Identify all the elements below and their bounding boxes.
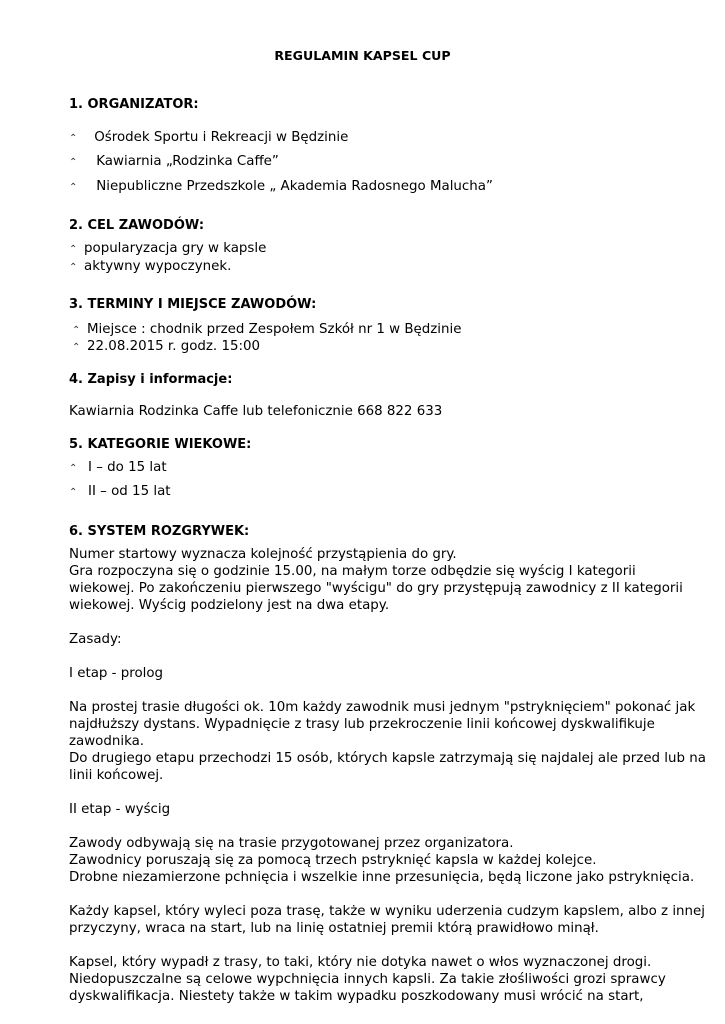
up-arrow-bullet-icon: ⌃ (69, 262, 78, 273)
paragraph-line: Każdy kapsel, który wyleci poza trasę, także w wyniku uderzenia cudzym kapslem, albo z innej (69, 904, 705, 919)
paragraph-line: II etap - wyścig (69, 802, 171, 817)
up-arrow-bullet-icon: ⌃ (69, 487, 78, 498)
list-item: ⌃ II – od 15 lat (69, 484, 171, 499)
paragraph-line: Do drugiego etapu przechodzi 15 osób, których kapsle zatrzymają się najdalej ale przed lub na (69, 751, 706, 766)
paragraph-line: linii końcowej. (69, 768, 164, 783)
list-item: ⌃ Ośrodek Sportu i Rekreacji w Będzinie (69, 130, 349, 145)
paragraph-line: Zawody odbywają się na trasie przygotowanej przez organizatora. (69, 836, 514, 851)
up-arrow-bullet-icon: ⌃ (69, 182, 78, 193)
paragraph-line: Drobne niezamierzone pchnięcia i wszelkie inne przesunięcia, będą liczone jako pstryknięcia. (69, 870, 695, 885)
paragraph-line (69, 648, 669, 665)
up-arrow-bullet-icon: ⌃ (69, 463, 78, 474)
paragraph-line (69, 682, 669, 699)
section-heading-organizer: 1. ORGANIZATOR: (69, 97, 199, 112)
paragraph-line: Zawodnicy poruszają się za pomocą trzech pstryknięć kapsla w każdej kolejce. (69, 853, 597, 868)
paragraph-line (69, 818, 669, 835)
paragraph-line: Niedopuszczalne są celowe wypchnięcia innych kapsli. Za takie złośliwości grozi sprawcy (69, 972, 666, 987)
list-item: ⌃ aktywny wypoczynek. (69, 259, 232, 274)
up-arrow-bullet-icon: ⌃ (72, 342, 81, 353)
up-arrow-bullet-icon: ⌃ (69, 244, 78, 255)
section-heading-categories: 5. KATEGORIE WIEKOWE: (69, 437, 252, 452)
paragraph-line: Na prostej trasie długości ok. 10m każdy zawodnik musi jednym "pstryknięciem" pokonać jak (69, 700, 696, 715)
list-item: ⌃ Niepubliczne Przedszkole „ Akademia Radosnego Malucha” (69, 179, 493, 194)
up-arrow-bullet-icon: ⌃ (69, 133, 78, 144)
paragraph-line: Gra rozpoczyna się o godzinie 15.00, na małym torze odbędzie się wyścig I kategorii (69, 564, 636, 579)
document-title: REGULAMIN KAPSEL CUP (274, 48, 451, 63)
section-heading-goal: 2. CEL ZAWODÓW: (69, 218, 205, 233)
paragraph-line: I etap - prolog (69, 666, 164, 681)
paragraph-line: najdłuższy dystans. Wypadnięcie z trasy lub przekroczenie linii końcowej dyskwalifikuje (69, 717, 655, 732)
list-item: ⌃ popularyzacja gry w kapsle (69, 241, 267, 256)
section-heading-system: 6. SYSTEM ROZGRYWEK: (69, 524, 250, 539)
list-item: ⌃ Miejsce : chodnik przed Zespołem Szkół nr 1 w Będzinie (72, 322, 462, 337)
paragraph-line: przyczyny, wraca na start, lub na linię ostatniej premii którą prawidłowo minął. (69, 921, 599, 936)
section-heading-signup: 4. Zapisy i informacje: (69, 372, 233, 387)
paragraph-line (69, 886, 669, 903)
list-item: ⌃ Kawiarnia „Rodzinka Caffe” (69, 154, 279, 169)
system-rules-body (69, 546, 706, 1005)
signup-text: Kawiarnia Rodzinka Caffe lub telefonicznie 668 822 633 (69, 404, 443, 419)
up-arrow-bullet-icon: ⌃ (72, 325, 81, 336)
paragraph-line: wiekowej. Po zakończeniu pierwszego "wyścigu" do gry przystępują zawodnicy z II kategorii (69, 581, 683, 596)
up-arrow-bullet-icon: ⌃ (69, 157, 78, 168)
section-heading-dates: 3. TERMINY I MIEJSCE ZAWODÓW: (69, 297, 317, 312)
paragraph-line: Zasady: (69, 632, 122, 647)
paragraph-line: wiekowej. Wyścig podzielony jest na dwa etapy. (69, 598, 390, 613)
paragraph-line (69, 937, 669, 954)
paragraph-line: dyskwalifikacja. Niestety także w takim wypadku poszkodowany musi wrócić na start, (69, 989, 644, 1004)
paragraph-line: Numer startowy wyznacza kolejność przystąpienia do gry. (69, 547, 457, 562)
list-item: ⌃ I – do 15 lat (69, 460, 167, 475)
paragraph-line: Kapsel, który wypadł z trasy, to taki, który nie dotyka nawet o włos wyznaczonej drogi. (69, 955, 652, 970)
list-item: ⌃ 22.08.2015 r. godz. 15:00 (72, 339, 261, 354)
paragraph-line (69, 784, 669, 801)
paragraph-line: zawodnika. (69, 734, 145, 749)
paragraph-line (69, 614, 669, 631)
